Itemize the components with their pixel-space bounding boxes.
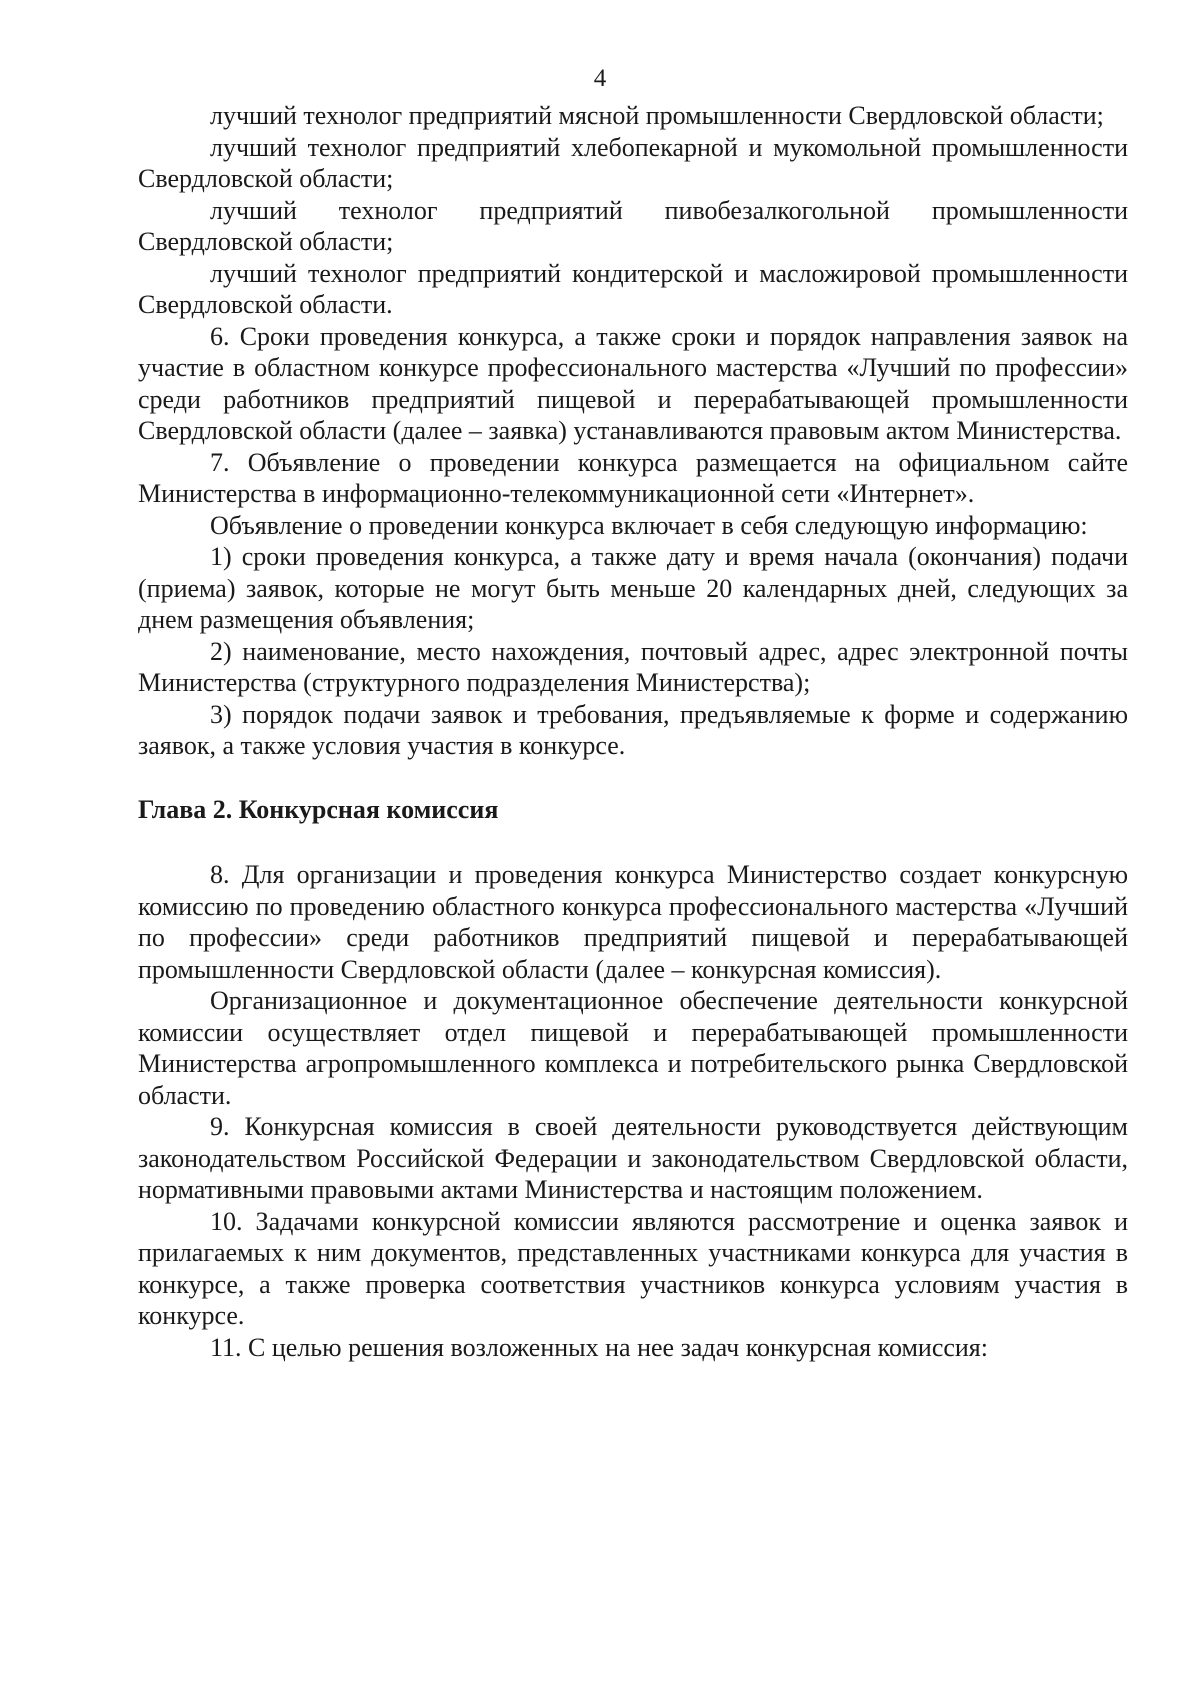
list-item: 1) сроки проведения конкурса, а также дату и время начала (окончания) подачи (приема) заявок, которые не могут быть меньше 20 календарных дней, следующих за днем размещения объявления; [138, 542, 1128, 634]
paragraph: 6. Сроки проведения конкурса, а также сроки и порядок направления заявок на участие в областном конкурсе профессионального мастерства «Лучший по профессии» среди работников предприятий пищевой и перерабатывающей промышленности Свердловской области (далее – заявка) устанавливаются правовым актом Министерства. [138, 321, 1128, 445]
paragraph: 10. Задачами конкурсной комиссии являются рассмотрение и оценка заявок и прилагаемых к ним документов, представленных участниками конкурса для участия в конкурсе, а также проверка соответствия участников конкурса условиям участия в конкурсе. [138, 1206, 1128, 1330]
paragraph: лучший технолог предприятий кондитерской и масложировой промышленности Свердловской области. [138, 258, 1128, 319]
paragraph: 11. С целью решения возложенных на нее задач конкурсная комиссия: [210, 1332, 988, 1362]
paragraph: 9. Конкурсная комиссия в своей деятельности руководствуется действующим законодательством Российской Федерации и законодательством Свердловской области, нормативными правовыми актами Министерства и настоящим положением. [138, 1112, 1128, 1204]
paragraph: лучший технолог предприятий мясной промышленности Свердловской области; [210, 101, 1104, 130]
paragraph: лучший технолог предприятий пивобезалкогольной промышленности Свердловской области; [138, 195, 1128, 256]
paragraph: 7. Объявление о проведении конкурса размещается на официальном сайте Министерства в информационно-телекоммуникационной сети «Интернет». [138, 447, 1128, 508]
page-number: 4 [593, 65, 607, 92]
list-item: 3) порядок подачи заявок и требования, предъявляемые к форме и содержанию заявок, а также условия участия в конкурсе. [138, 699, 1128, 760]
paragraph: Организационное и документационное обеспечение деятельности конкурсной комиссии осуществляет отдел пищевой и перерабатывающей промышленности Министерства агропромышленного комплекса и потребительского рынка Свердловской области. [138, 986, 1128, 1110]
paragraph: 8. Для организации и проведения конкурса Министерство создает конкурсную комиссию по проведению областного конкурса профессионального мастерства «Лучший по профессии» среди работников предприятий пищевой и перерабатывающей промышленности Свердловской области (далее – конкурсная комиссия). [138, 860, 1128, 984]
list-item: 2) наименование, место нахождения, почтовый адрес, адрес электронной почты Министерства (структурного подразделения Министерства); [138, 636, 1128, 697]
document-body [138, 100, 1128, 1363]
paragraph: Объявление о проведении конкурса включает в себя следующую информацию: [210, 510, 1088, 540]
chapter-title: Глава 2. Конкурсная комиссия [138, 794, 499, 824]
paragraph: лучший технолог предприятий хлебопекарной и мукомольной промышленности Свердловской области; [138, 132, 1128, 193]
